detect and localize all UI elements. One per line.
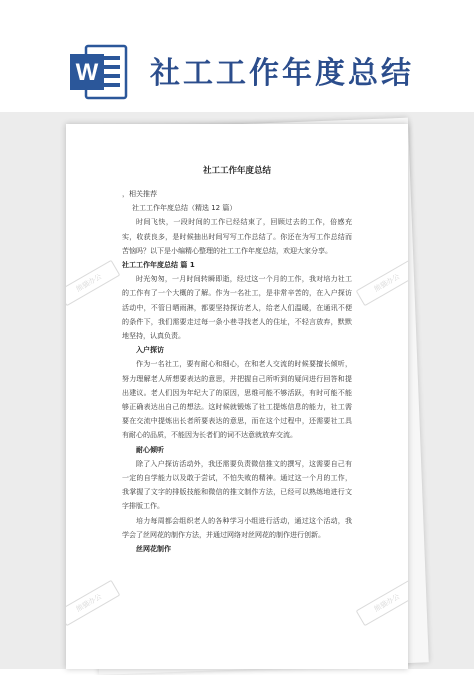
listening-paragraph-2: 培力每周都会组织老人的各种学习小组进行活动，通过这个活动，我学会了丝网花的制作方法，并通过网络对丝网花的制作进行创新。 <box>122 516 352 539</box>
document-subtitle: 社工工作年度总结（精选 12 篇） <box>132 204 237 213</box>
related-note: ，相关推荐 <box>122 190 157 198</box>
subheading-home-visit: 入户探访 <box>136 346 164 355</box>
home-visit-paragraph: 作为一名社工，要有耐心和细心，在和老人交流的时候要擅长倾听，努力理解老人所想要表达的意思，并把握自己所听到的疑问进行回答和提出建议。老人们因为年纪大了的原因，思维可能不够活跃，有时可能不能够正确表达出自己的想法。这时候就锻炼了社工提炼信息的能力，社工需要在交流中提炼出长者所要表达的意思，而在这个过程中，还需要社工具有耐心的品质，不能因为长者们的词不达意就放弃交流。 <box>122 360 352 440</box>
word-document-icon <box>68 40 128 104</box>
watermark: 熊猫办公 <box>356 260 408 307</box>
section-paragraph: 时光匆匆，一月时间转瞬即逝，经过这一个月的工作，我对培力社工的工作有了一个大概的了解。作为一名社工，是非常辛苦的，在入户探访活动中，不管日晒雨淋，都要坚持探访老人，给老人们温暖，在通讯不便的条件下，我们需要走过每一条小巷寻找老人的住址，不轻言放弃，默默地坚持，认真负责。 <box>122 275 352 341</box>
intro-paragraph: 时间飞快，一段时间的工作已经结束了，回顾过去的工作，倍感充实，收获良多，是时候抽出时间写写工作总结了。你还在为写工作总结而苦恼吗？以下是小编精心整理的社工工作年度总结，欢迎大家分享。 <box>122 218 352 255</box>
subheading-silk-flower: 丝网花制作 <box>136 545 171 554</box>
document-page <box>66 124 408 669</box>
banner-title: 社工工作年度总结 <box>150 56 414 91</box>
watermark: 熊猫办公 <box>356 580 408 627</box>
watermark: 熊猫办公 <box>66 260 120 307</box>
document-content <box>122 164 352 556</box>
listening-paragraph-1: 除了入户探访活动外，我还需要负责微信推文的撰写，这需要自己有一定的自学能力以及敢于尝试，不怕失败的精神。通过这一个月的工作，我掌握了文字的排版技能和微信的推文制作方法，已经可以熟练地进行文字排版工作。 <box>122 459 352 511</box>
section-heading: 社工工作年度总结 篇 1 <box>122 261 195 270</box>
watermark: 熊猫办公 <box>66 580 120 627</box>
banner-header <box>0 0 474 120</box>
document-title: 社工工作年度总结 <box>202 166 271 176</box>
subheading-listening: 耐心倾听 <box>136 445 164 454</box>
word-logo-letter: W <box>75 59 99 86</box>
